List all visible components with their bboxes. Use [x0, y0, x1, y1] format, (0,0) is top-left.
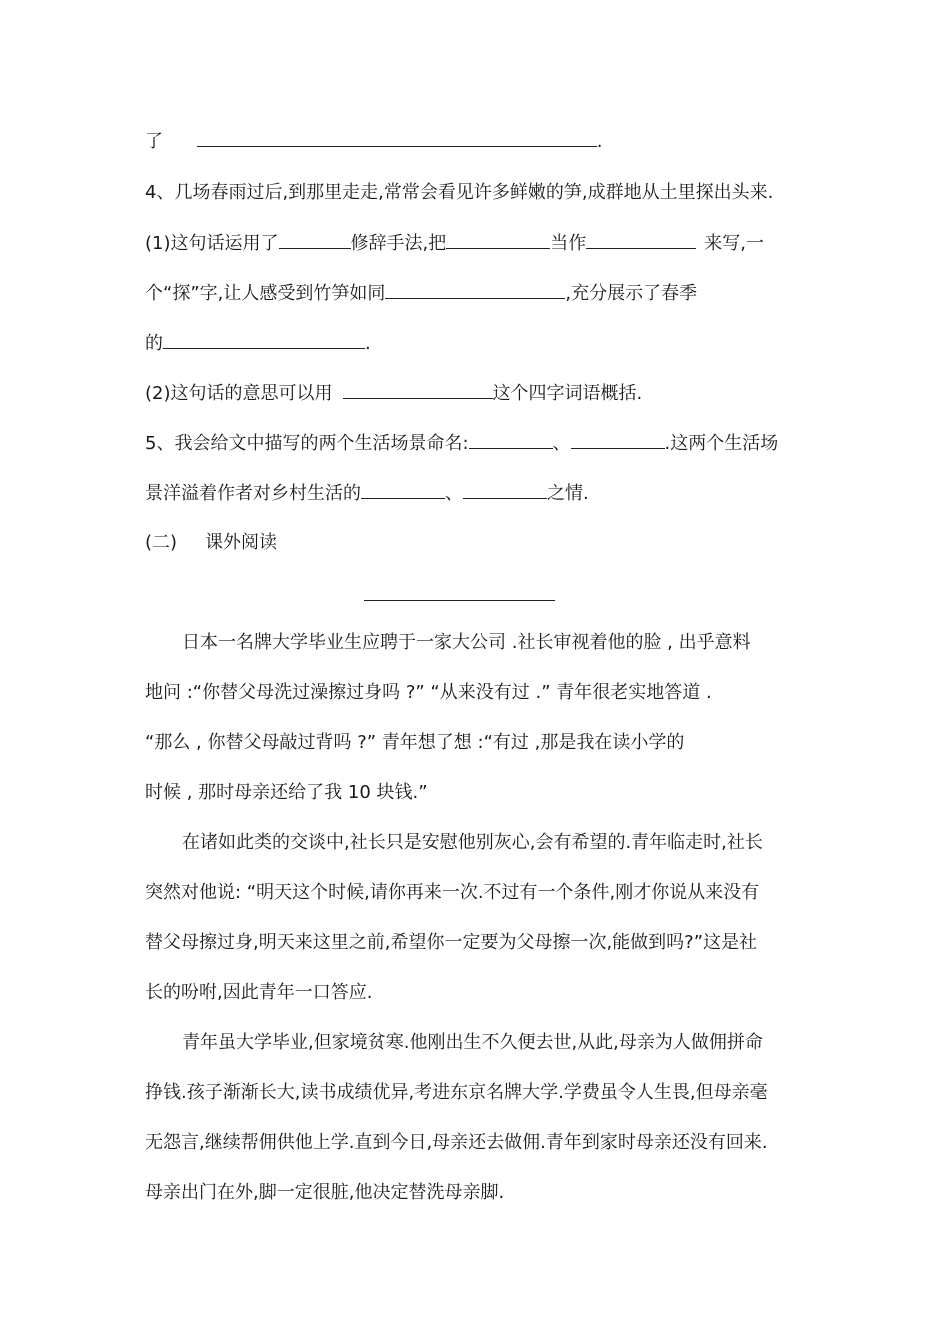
q5-blank-feeling2[interactable]: [463, 480, 547, 499]
q4-blank-spring[interactable]: [163, 330, 365, 349]
section-title: 课外阅读: [205, 532, 278, 553]
passage-line: 挣钱.孩子渐渐长大,读书成绩优异,考进东京名牌大学.学费虽令人生畏,但母亲毫: [145, 1082, 768, 1103]
q4-p1-text-d: 来写,一: [704, 233, 764, 254]
q5-text-b: 、: [552, 433, 571, 454]
q3-prefix: 了: [145, 131, 163, 152]
passage-line: 突然对他说: “明天这个时候,请你再来一次.不过有一个条件,刚才你说从来没有: [145, 882, 760, 903]
passage-line: 替父母擦过身,明天来这里之前,希望你一定要为父母擦一次,能做到吗?”这是社: [145, 932, 758, 953]
q4-p1-text-g: 的: [145, 333, 163, 354]
passage-line: “那么 , 你替父母敲过背吗 ?” 青年想了想 :“有过 ,那是我在读小学的: [145, 732, 685, 753]
q4-p1-text-e: 个“探”字,让人感受到竹笋如同: [145, 283, 386, 304]
q3-blank[interactable]: [197, 128, 597, 147]
q4-p1-line1: [145, 230, 764, 257]
passage-line: 青年虽大学毕业,但家境贫寒.他刚出生不久便去世,从此,母亲为人做佣拼命: [182, 1032, 763, 1053]
q5-text-a: 5、我会给文中描写的两个生活场景命名:: [145, 433, 469, 454]
passage-line: 长的吩咐,因此青年一口答应.: [145, 982, 373, 1003]
q5-text-e: 、: [445, 483, 463, 504]
q4-p1-text-h: .: [365, 333, 371, 354]
q4-blank-like[interactable]: [385, 280, 565, 299]
passage-line: 日本一名牌大学毕业生应聘于一家大公司 .社长审视着他的脸 , 出乎意料: [182, 632, 751, 653]
q5-line2: [145, 480, 589, 507]
q4-stem: 4、几场春雨过后,到那里走走,常常会看见许多鲜嫩的笋,成群地从土里探出头来.: [145, 182, 774, 203]
q5-text-c: .这两个生活场: [664, 433, 779, 454]
q4-p2-text-b: 这个四字词语概括.: [492, 383, 643, 404]
section-heading: [145, 530, 277, 556]
q4-p1-text-b: 修辞手法,把: [350, 233, 447, 254]
passage-title-blank[interactable]: [364, 600, 555, 601]
passage-line: 时候 , 那时母亲还给了我 10 块钱.”: [145, 782, 428, 803]
q4-blank-idiom[interactable]: [343, 380, 493, 399]
q4-blank-rhetoric[interactable]: [279, 230, 351, 249]
passage-line: 地问 :“你替父母洗过澡擦过身吗 ?” “从来没有过 .” 青年很老实地答道 .: [145, 682, 712, 703]
q3-answer-line: [145, 128, 602, 155]
passage-line: 母亲出门在外,脚一定很脏,他决定替洗母亲脚.: [145, 1182, 505, 1203]
q5-line1: [145, 430, 778, 457]
q5-text-f: 之情.: [547, 483, 589, 504]
q4-p2: [145, 380, 642, 407]
q4-p1-text-a: (1)这句话运用了: [145, 233, 279, 254]
q4-p1-text-f: ,充分展示了春季: [565, 283, 698, 304]
q5-blank-feeling1[interactable]: [361, 480, 445, 499]
q5-blank-scene1[interactable]: [469, 430, 553, 449]
section-number: (二): [145, 532, 178, 553]
q3-suffix: .: [596, 131, 603, 152]
passage-line: 在诸如此类的交谈中,社长只是安慰他别灰心,会有希望的.青年临走时,社长: [182, 832, 763, 853]
q4-blank-object[interactable]: [446, 230, 550, 249]
q4-p2-text-a: (2)这句话的意思可以用: [145, 383, 333, 404]
q4-p1-text-c: 当作: [550, 233, 587, 254]
q4-p1-line2: [145, 280, 697, 307]
passage-line: 无怨言,继续帮佣供他上学.直到今日,母亲还去做佣.青年到家时母亲还没有回来.: [145, 1132, 768, 1153]
q5-blank-scene2[interactable]: [571, 430, 665, 449]
q4-blank-as[interactable]: [586, 230, 696, 249]
q5-text-d: 景洋溢着作者对乡村生活的: [145, 483, 361, 504]
q4-p1-line3: [145, 330, 371, 357]
